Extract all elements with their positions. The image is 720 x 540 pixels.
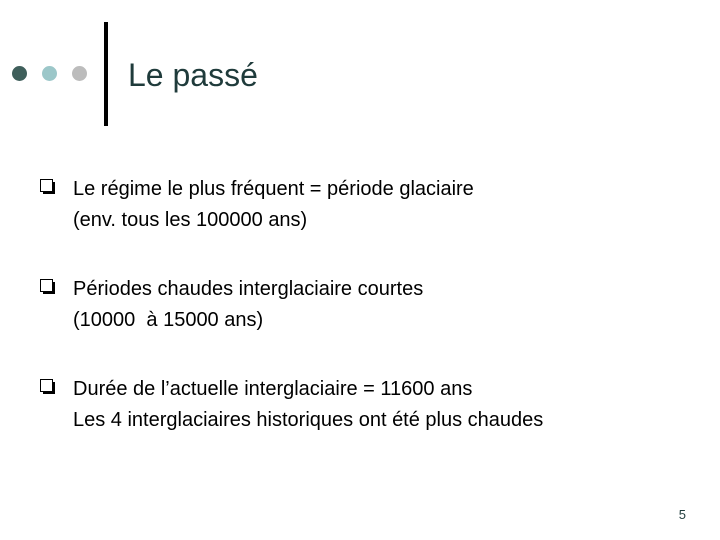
checkbox-bullet-icon [40,279,53,292]
bullet-line: Les 4 interglaciaires historiques ont été plus chaudes [73,409,544,431]
checkbox-bullet-icon [40,179,53,192]
header-dot-gray [72,66,87,81]
bullet-line: Le régime le plus fréquent = période glaciaire [73,178,474,200]
bullet-line: Durée de l’actuelle interglaciaire = 11600 ans [73,378,473,400]
bullet-line: (env. tous les 100000 ans) [73,209,308,231]
header-dot-light-teal [42,66,57,81]
bullet-text [73,374,543,436]
header-dot-dark [12,66,27,81]
page-number: 5 [678,507,686,522]
bullet-text [73,174,474,236]
checkbox-bullet-icon [40,379,53,392]
header-vertical-bar [104,22,108,126]
slide-title: Le passé [128,57,258,93]
bullet-line: (10000 à 15000 ans) [73,309,264,331]
bullet-text [73,274,423,336]
bullet-line: Périodes chaudes interglaciaire courtes [73,278,424,300]
